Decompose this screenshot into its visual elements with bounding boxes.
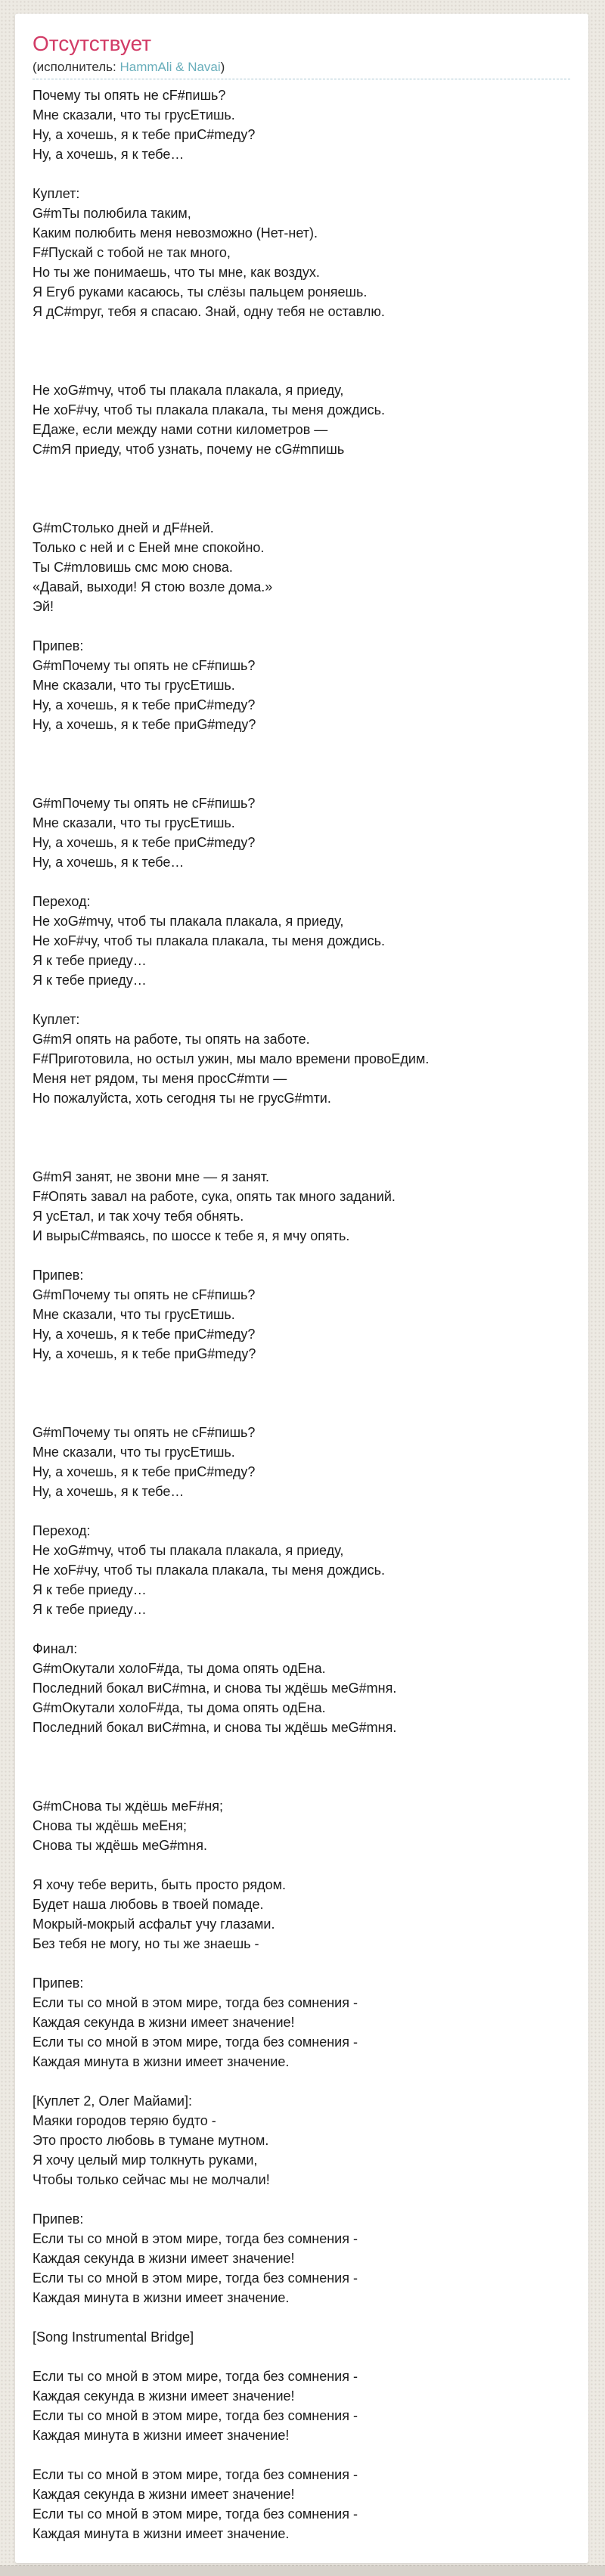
lyric-line: Мокрый-мокрый асфальт учу глазами. (33, 1916, 275, 1932)
lyric-line: Я усЕтал, и так хочу тебя обнять. (33, 1209, 244, 1224)
lyric-line: Финал: (33, 1641, 78, 1656)
artist-line (33, 59, 570, 79)
lyric-line: Каждая минута в жизни имеет значение. (33, 2290, 290, 2305)
lyric-line: [Куплет 2, Олег Майами]: (33, 2093, 192, 2109)
lyric-line: Но ты же понимаешь, что ты мне, как воздух. (33, 265, 320, 280)
lyric-line: Если ты со мной в этом мире, тогда без сомнения - (33, 2467, 358, 2482)
lyric-line: G#mОкутали холоF#да, ты дома опять одЕна. (33, 1661, 326, 1676)
lyric-line: Каждая секунда в жизни имеет значение! (33, 2388, 295, 2404)
lyric-line (33, 774, 570, 793)
lyric-line: Мне сказали, что ты грусЕтишь. (33, 678, 235, 693)
lyric-line: Переход: (33, 1523, 91, 1538)
lyric-line: Ну, а хочешь, я к тебе приС#mеду? (33, 697, 256, 712)
artist-suffix: ) (220, 60, 225, 74)
lyric-line: Я хочу тебе верить, быть просто рядом. (33, 1877, 286, 1892)
lyric-line: Я к тебе приеду… (33, 973, 147, 988)
lyric-line (33, 1737, 570, 1757)
lyric-line: Я дС#mруг, тебя я спасаю. Знай, одну тебя не оставлю. (33, 304, 385, 319)
lyric-line: Последний бокал виС#mна, и снова ты ждёшь меG#mня. (33, 1720, 397, 1735)
lyric-line: F#Приготовила, но остыл ужин, мы мало времени провоЕдим. (33, 1051, 430, 1066)
lyric-line: G#mСнова ты ждёшь меF#ня; (33, 1799, 223, 1814)
lyric-line (33, 1383, 570, 1403)
lyric-line (33, 754, 570, 774)
lyric-line: Припев: (33, 638, 84, 653)
lyrics-text (33, 85, 570, 2543)
lyric-line (33, 2072, 570, 2091)
lyric-line: [Song Instrumental Bridge] (33, 2329, 194, 2345)
lyric-line: F#Опять завал на работе, сука, опять так много заданий. (33, 1189, 396, 1204)
lyric-line: Маяки городов теряю будто - (33, 2113, 216, 2128)
lyric-line (33, 872, 570, 892)
lyric-line: Ну, а хочешь, я к тебе приС#mеду? (33, 835, 256, 850)
lyric-line (33, 1954, 570, 1973)
lyric-line: Ну, а хочешь, я к тебе… (33, 1484, 185, 1499)
lyric-line: Ты С#mловишь смс мою снова. (33, 560, 233, 575)
lyric-line: Ну, а хочешь, я к тебе приС#mеду? (33, 1327, 256, 1342)
lyric-line: Каким полюбить меня невозможно (Нет-нет). (33, 225, 318, 241)
lyric-line (33, 990, 570, 1010)
lyric-line (33, 1364, 570, 1383)
lyric-line: G#mПочему ты опять не сF#пишь? (33, 796, 256, 811)
lyric-line: G#mЯ занят, не звони мне — я занят. (33, 1169, 270, 1184)
lyric-line (33, 1619, 570, 1639)
lyric-line: И вырыС#mваясь, по шоссе к тебе я, я мчу опять. (33, 1228, 350, 1243)
lyric-line: Ну, а хочешь, я к тебе приС#mеду? (33, 127, 256, 142)
artist-link[interactable]: HammAli & Navai (119, 60, 221, 74)
lyric-line: Мне сказали, что ты грусЕтишь. (33, 107, 235, 123)
lyric-line: Я к тебе приеду… (33, 1582, 147, 1597)
lyric-line: Не хоF#чу, чтоб ты плакала плакала, ты меня дождись. (33, 933, 385, 948)
lyric-line (33, 361, 570, 380)
lyric-line: G#mЯ опять на работе, ты опять на заботе. (33, 1032, 310, 1047)
lyric-line: Не хоG#mчу, чтоб ты плакала плакала, я приеду, (33, 383, 344, 398)
lyric-line (33, 2445, 570, 2465)
lyric-line (33, 1246, 570, 1265)
lyric-line (33, 1777, 570, 1796)
lyric-line: Мне сказали, что ты грусЕтишь. (33, 815, 235, 830)
lyric-line (33, 479, 570, 498)
lyric-line: Я к тебе приеду… (33, 953, 147, 968)
lyric-line: Если ты со мной в этом мире, тогда без сомнения - (33, 2034, 358, 2050)
lyric-line: Меня нет рядом, ты меня просС#mти — (33, 1071, 287, 1086)
lyric-line: Не хоF#чу, чтоб ты плакала плакала, ты меня дождись. (33, 402, 385, 417)
lyric-line: Только с ней и с Еней мне спокойно. (33, 540, 265, 555)
lyric-line: Если ты со мной в этом мире, тогда без сомнения - (33, 2408, 358, 2423)
lyric-line: Снова ты ждёшь меG#mня. (33, 1838, 207, 1853)
lyric-line: Снова ты ждёшь меЕня; (33, 1818, 187, 1833)
lyric-line: Если ты со мной в этом мире, тогда без сомнения - (33, 2506, 358, 2522)
lyric-line: Чтобы только сейчас мы не молчали! (33, 2172, 270, 2187)
lyric-line: Каждая секунда в жизни имеет значение! (33, 2251, 295, 2266)
lyric-line: G#mСтолько дней и дF#ней. (33, 520, 214, 535)
lyric-line: «Давай, выходи! Я стою возле дома.» (33, 579, 273, 594)
lyric-line: Припев: (33, 2211, 84, 2227)
lyric-line: Припев: (33, 1268, 84, 1283)
lyric-line: Будет наша любовь в твоей помаде. (33, 1897, 264, 1912)
lyric-line: Каждая секунда в жизни имеет значение! (33, 2015, 295, 2030)
lyric-line: Не хоG#mчу, чтоб ты плакала плакала, я приеду, (33, 1543, 344, 1558)
lyric-line (33, 2190, 570, 2209)
lyric-line: Каждая секунда в жизни имеет значение! (33, 2487, 295, 2502)
lyric-line: Переход: (33, 894, 91, 909)
lyric-line: Последний бокал виС#mна, и снова ты ждёшь меG#mня. (33, 1681, 397, 1696)
lyric-line (33, 616, 570, 636)
lyric-line: Ну, а хочешь, я к тебе… (33, 147, 185, 162)
lyric-line (33, 1403, 570, 1423)
lyric-line: Не хоG#mчу, чтоб ты плакала плакала, я приеду, (33, 914, 344, 929)
lyric-line: Я к тебе приеду… (33, 1602, 147, 1617)
lyric-line: Но пожалуйста, хоть сегодня ты не грусG#mти. (33, 1091, 331, 1106)
lyric-line: G#mОкутали холоF#да, ты дома опять одЕна. (33, 1700, 326, 1715)
lyric-line: Эй! (33, 599, 54, 614)
lyric-line: Если ты со мной в этом мире, тогда без сомнения - (33, 2231, 358, 2246)
lyric-line: G#mПочему ты опять не сF#пишь? (33, 1425, 256, 1440)
lyric-line: Если ты со мной в этом мире, тогда без сомнения - (33, 2369, 358, 2384)
lyric-line: Я Егуб руками касаюсь, ты слёзы пальцем роняешь. (33, 284, 368, 299)
lyric-line: ЕДаже, если между нами сотни километров — (33, 422, 328, 437)
lyric-line: G#mТы полюбила таким, (33, 206, 191, 221)
lyric-line (33, 1108, 570, 1128)
lyric-line: С#mЯ приеду, чтоб узнать, почему не сG#mпишь (33, 442, 345, 457)
lyric-line: F#Пускай с тобой не так много, (33, 245, 231, 260)
lyric-line: Мне сказали, что ты грусЕтишь. (33, 1445, 235, 1460)
lyric-line: Ну, а хочешь, я к тебе… (33, 855, 185, 870)
lyric-line (33, 498, 570, 518)
lyric-line: G#mПочему ты опять не сF#пишь? (33, 658, 256, 673)
lyric-line (33, 1147, 570, 1167)
lyric-line: Ну, а хочешь, я к тебе приG#mеду? (33, 1346, 256, 1361)
lyric-line (33, 1128, 570, 1147)
page-title: Отсутствует (33, 32, 152, 55)
lyric-line: Не хоF#чу, чтоб ты плакала плакала, ты меня дождись. (33, 1563, 385, 1578)
lyric-line: Я хочу целый мир толкнуть руками, (33, 2152, 258, 2168)
lyric-line: Это просто любовь в тумане мутном. (33, 2133, 269, 2148)
lyric-line (33, 321, 570, 341)
lyric-line: Если ты со мной в этом мире, тогда без сомнения - (33, 1995, 358, 2010)
lyric-line: Каждая минута в жизни имеет значение. (33, 2526, 290, 2541)
lyric-line: Куплет: (33, 186, 80, 201)
lyric-line: Без тебя не могу, но ты же знаешь - (33, 1936, 259, 1951)
lyric-line: Куплет: (33, 1012, 80, 1027)
lyric-line: Каждая минута в жизни имеет значение! (33, 2428, 290, 2443)
lyric-line: Почему ты опять не сF#пишь? (33, 88, 226, 103)
lyric-line: Ну, а хочешь, я к тебе приG#mеду? (33, 717, 256, 732)
lyric-line (33, 1757, 570, 1777)
lyric-line (33, 1855, 570, 1875)
artist-prefix: (исполнитель: (33, 60, 120, 74)
lyric-line (33, 2347, 570, 2367)
lyric-line: Если ты со мной в этом мире, тогда без сомнения - (33, 2270, 358, 2286)
lyric-line: G#mПочему ты опять не сF#пишь? (33, 1287, 256, 1302)
lyric-line (33, 734, 570, 754)
lyrics-card (15, 14, 588, 2563)
lyric-line (33, 459, 570, 479)
lyric-line: Ну, а хочешь, я к тебе приС#mеду? (33, 1464, 256, 1479)
lyric-line (33, 164, 570, 184)
lyric-line (33, 1501, 570, 1521)
lyric-line (33, 2308, 570, 2327)
lyric-line: Каждая минута в жизни имеет значение. (33, 2054, 290, 2069)
lyric-line: Припев: (33, 1975, 84, 1991)
footer-strip (0, 2565, 605, 2576)
lyric-line (33, 341, 570, 361)
lyric-line: Мне сказали, что ты грусЕтишь. (33, 1307, 235, 1322)
